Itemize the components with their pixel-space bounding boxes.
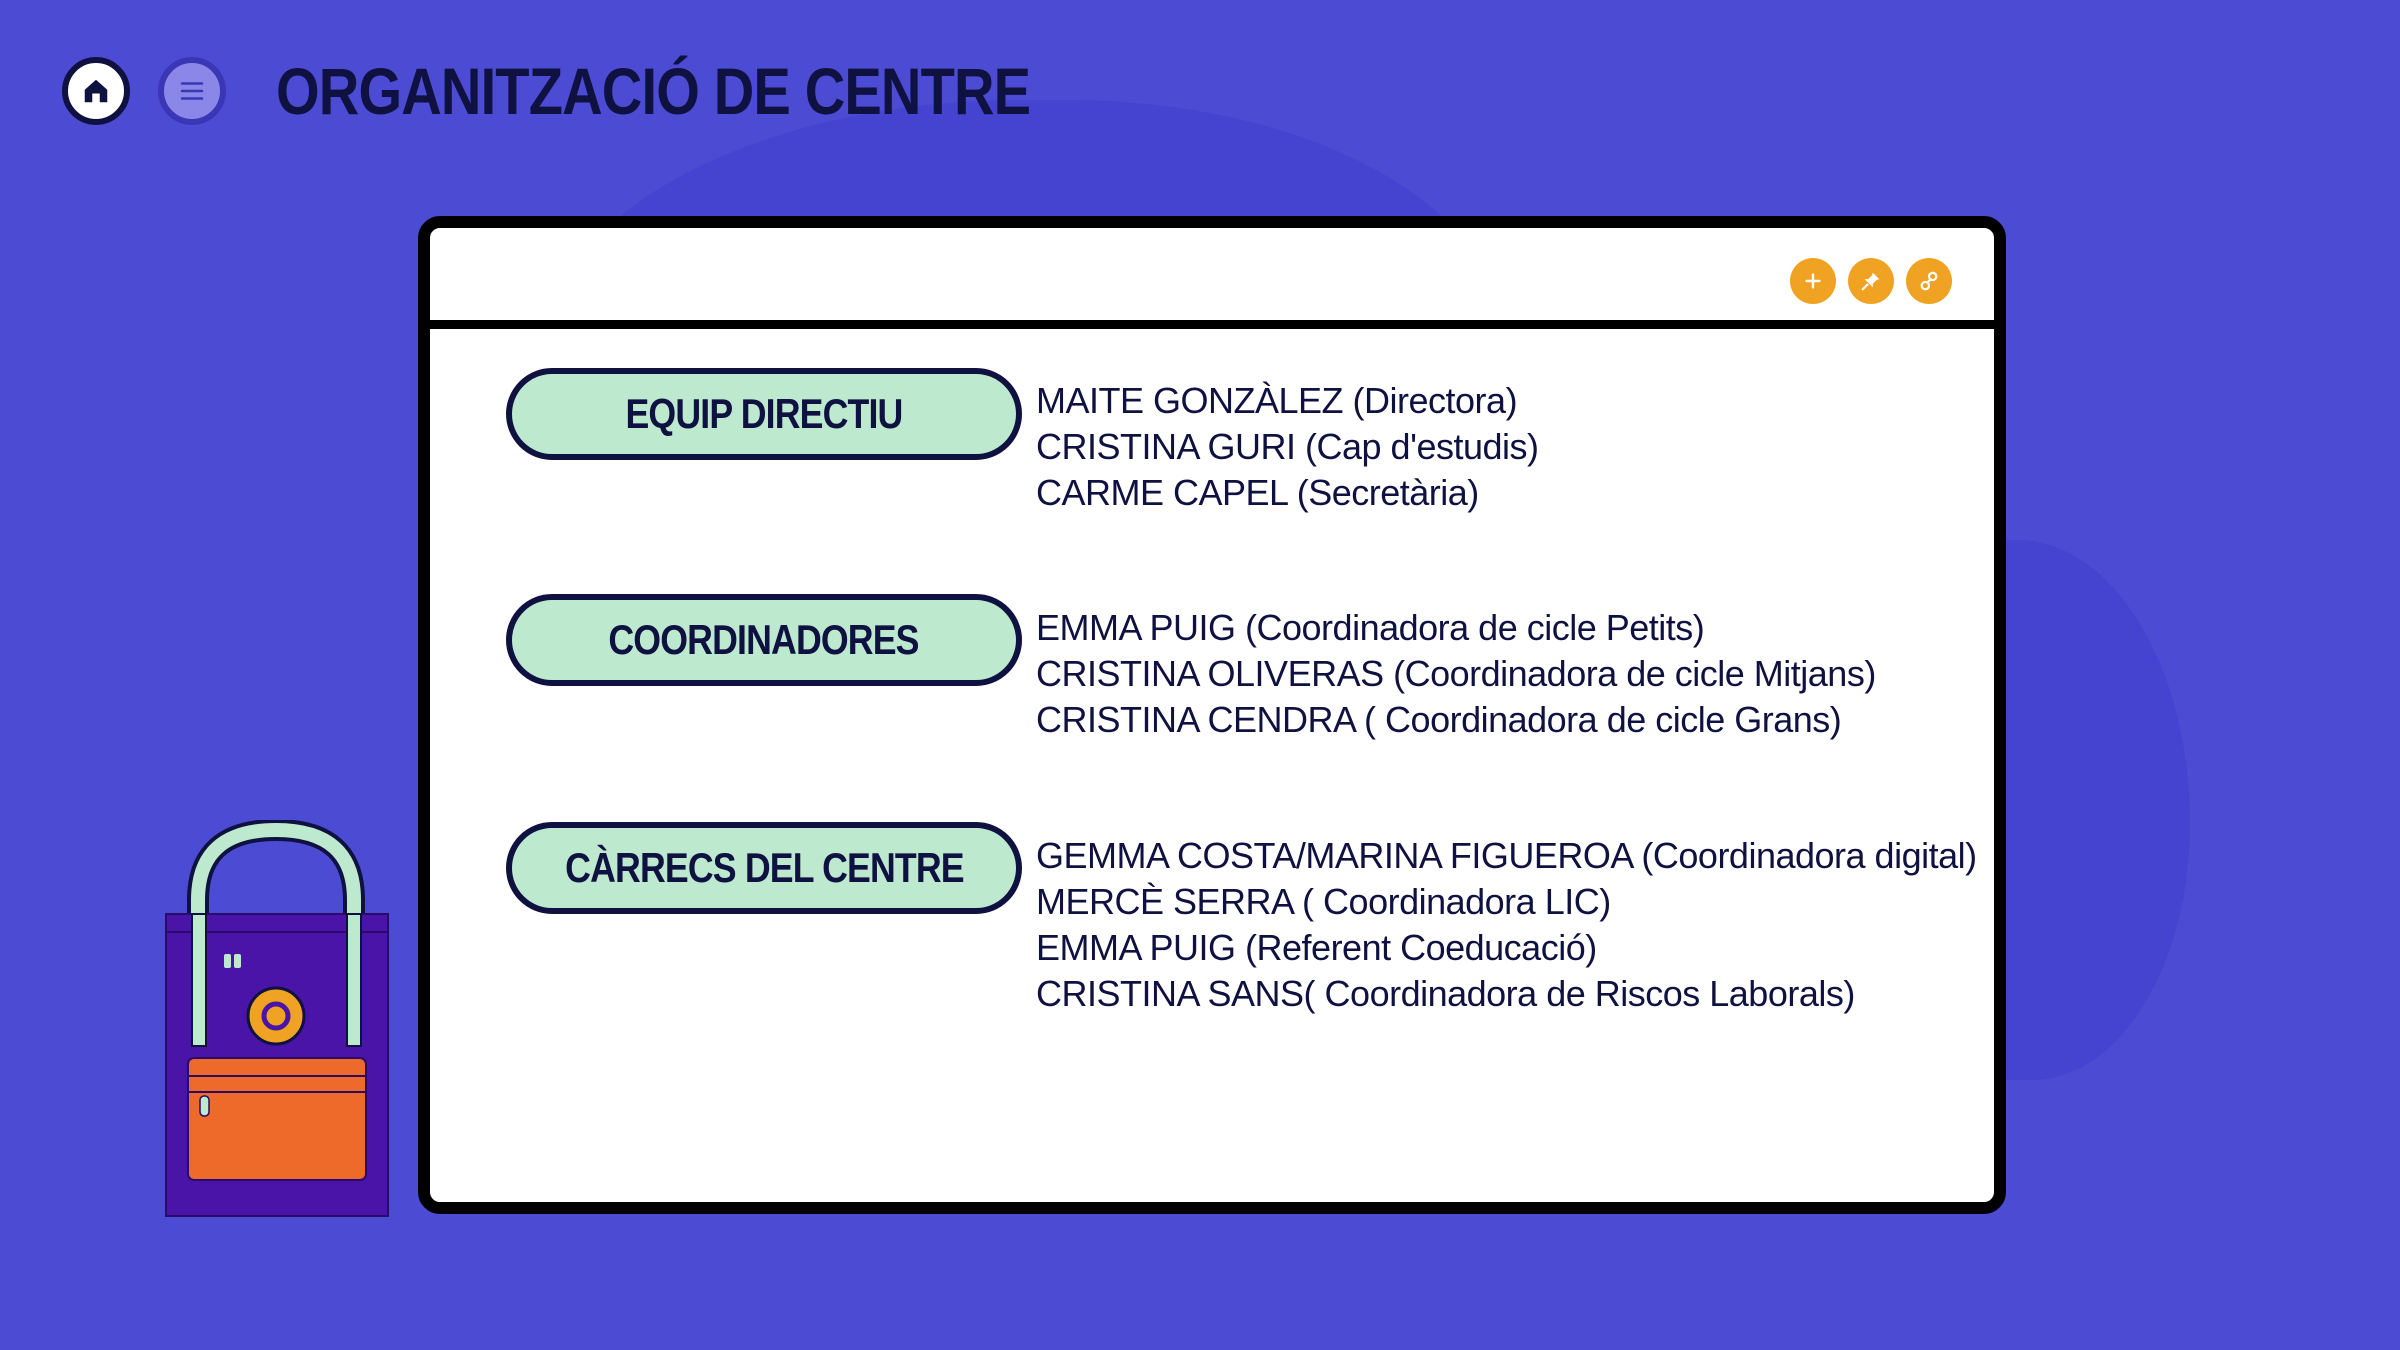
pin-icon: [1860, 270, 1882, 292]
window-header: [430, 228, 1994, 329]
section-pill-coordinadores: [506, 594, 1022, 686]
home-button[interactable]: [62, 57, 130, 125]
member-item: CRISTINA CENDRA ( Coordinadora de cicle Grans): [1036, 699, 1842, 740]
link-icon: [1918, 270, 1940, 292]
home-icon: [81, 76, 111, 106]
pin-button[interactable]: [1848, 258, 1894, 304]
member-item: CRISTINA GURI (Cap d'estudis): [1036, 426, 1539, 467]
plus-icon: [1802, 270, 1824, 292]
content-window: [418, 216, 2006, 1214]
members-list: [1036, 605, 1876, 743]
member-item: MERCÈ SERRA ( Coordinadora LIC): [1036, 881, 1611, 922]
section-pill-equip-directiu: [506, 368, 1022, 460]
section-pill-carrecs-del-centre: [506, 822, 1022, 914]
link-button[interactable]: [1906, 258, 1952, 304]
members-list: [1036, 833, 1977, 1017]
member-item: EMMA PUIG (Coordinadora de cicle Petits): [1036, 607, 1705, 648]
section-label: CÀRRECS DEL CENTRE: [564, 844, 964, 891]
member-item: MAITE GONZÀLEZ (Directora): [1036, 380, 1518, 421]
window-actions: [1790, 258, 1952, 304]
menu-icon: [177, 76, 207, 106]
member-item: CRISTINA OLIVERAS (Coordinadora de cicle Mitjans): [1036, 653, 1876, 694]
member-item: EMMA PUIG (Referent Coeducació): [1036, 927, 1597, 968]
menu-button[interactable]: [158, 57, 226, 125]
member-item: GEMMA COSTA/MARINA FIGUEROA (Coordinadora digital): [1036, 835, 1977, 876]
section-label: COORDINADORES: [608, 616, 920, 663]
members-list: [1036, 378, 1539, 516]
section-label: EQUIP DIRECTIU: [625, 390, 903, 437]
tote-bag-icon: [160, 820, 400, 1220]
add-button[interactable]: [1790, 258, 1836, 304]
member-item: CRISTINA SANS( Coordinadora de Riscos Laborals): [1036, 973, 1855, 1014]
member-item: CARME CAPEL (Secretària): [1036, 472, 1479, 513]
page-title: ORGANITZACIÓ DE CENTRE: [276, 54, 1031, 128]
